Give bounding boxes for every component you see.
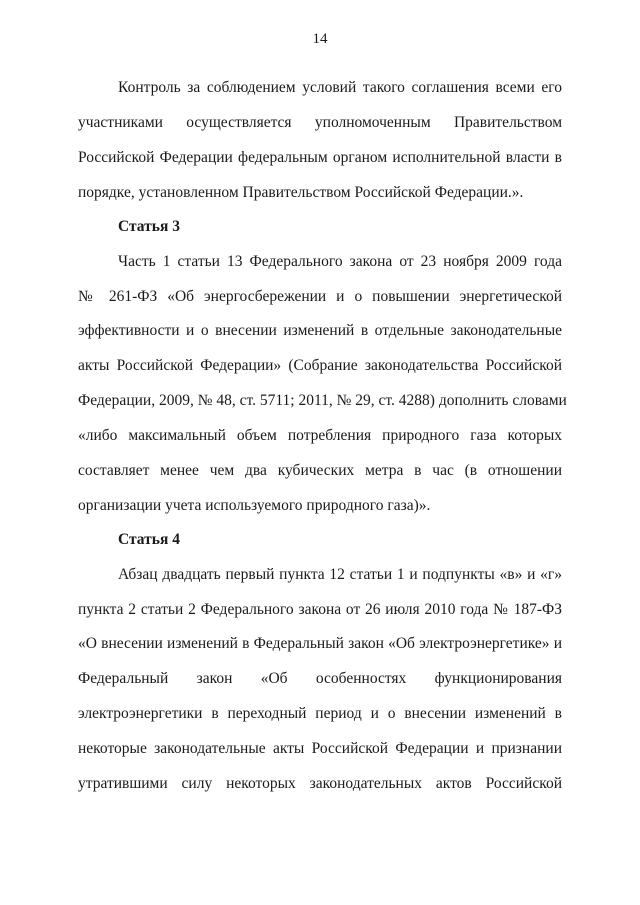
paragraph-line: акты Российской Федерации» (Собрание законодательства Российской <box>78 357 562 374</box>
paragraph-line: Федерации, 2009, № 48, ст. 5711; 2011, № 29, ст. 4288) дополнить словами <box>78 392 567 409</box>
paragraph-line: составляет менее чем два кубических метра в час (в отношении <box>78 462 562 479</box>
paragraph-line: «О внесении изменений в Федеральный закон «Об электроэнергетике» и <box>78 635 562 652</box>
paragraph-line: порядке, установленном Правительством Российской Федерации.». <box>78 184 524 201</box>
paragraph-line: некоторые законодательные акты Российской Федерации и признании <box>78 740 562 757</box>
paragraph-line: участниками осуществляется уполномоченным Правительством <box>78 114 562 131</box>
paragraph-line: эффективности и о внесении изменений в отдельные законодательные <box>78 322 562 339</box>
paragraph-line: электроэнергетики в переходный период и о внесении изменений в <box>78 705 562 722</box>
paragraph-line: Российской Федерации федеральным органом исполнительной власти в <box>78 149 562 166</box>
paragraph-line: Контроль за соблюдением условий такого соглашения всеми его <box>118 79 562 96</box>
paragraph-line: «либо максимальный объем потребления природного газа которых <box>78 427 562 444</box>
paragraph-line: № 261-ФЗ «Об энергосбережении и о повышении энергетической <box>78 288 562 305</box>
article-3-heading: Статья 3 <box>118 218 180 235</box>
paragraph-line: организации учета используемого природного газа)». <box>78 497 431 514</box>
paragraph-line: Абзац двадцать первый пункта 12 статьи 1 и подпункты «в» и «г» <box>118 566 562 583</box>
paragraph-line: Федеральный закон «Об особенностях функционирования <box>78 670 562 687</box>
article-4-heading: Статья 4 <box>118 531 180 548</box>
paragraph-line: Часть 1 статьи 13 Федерального закона от 23 ноября 2009 года <box>118 253 562 270</box>
paragraph-line: утратившими силу некоторых законодательных актов Российской <box>78 775 562 792</box>
paragraph-line: пункта 2 статьи 2 Федерального закона от 26 июля 2010 года № 187-ФЗ <box>78 601 562 618</box>
page-number: 14 <box>312 31 328 47</box>
